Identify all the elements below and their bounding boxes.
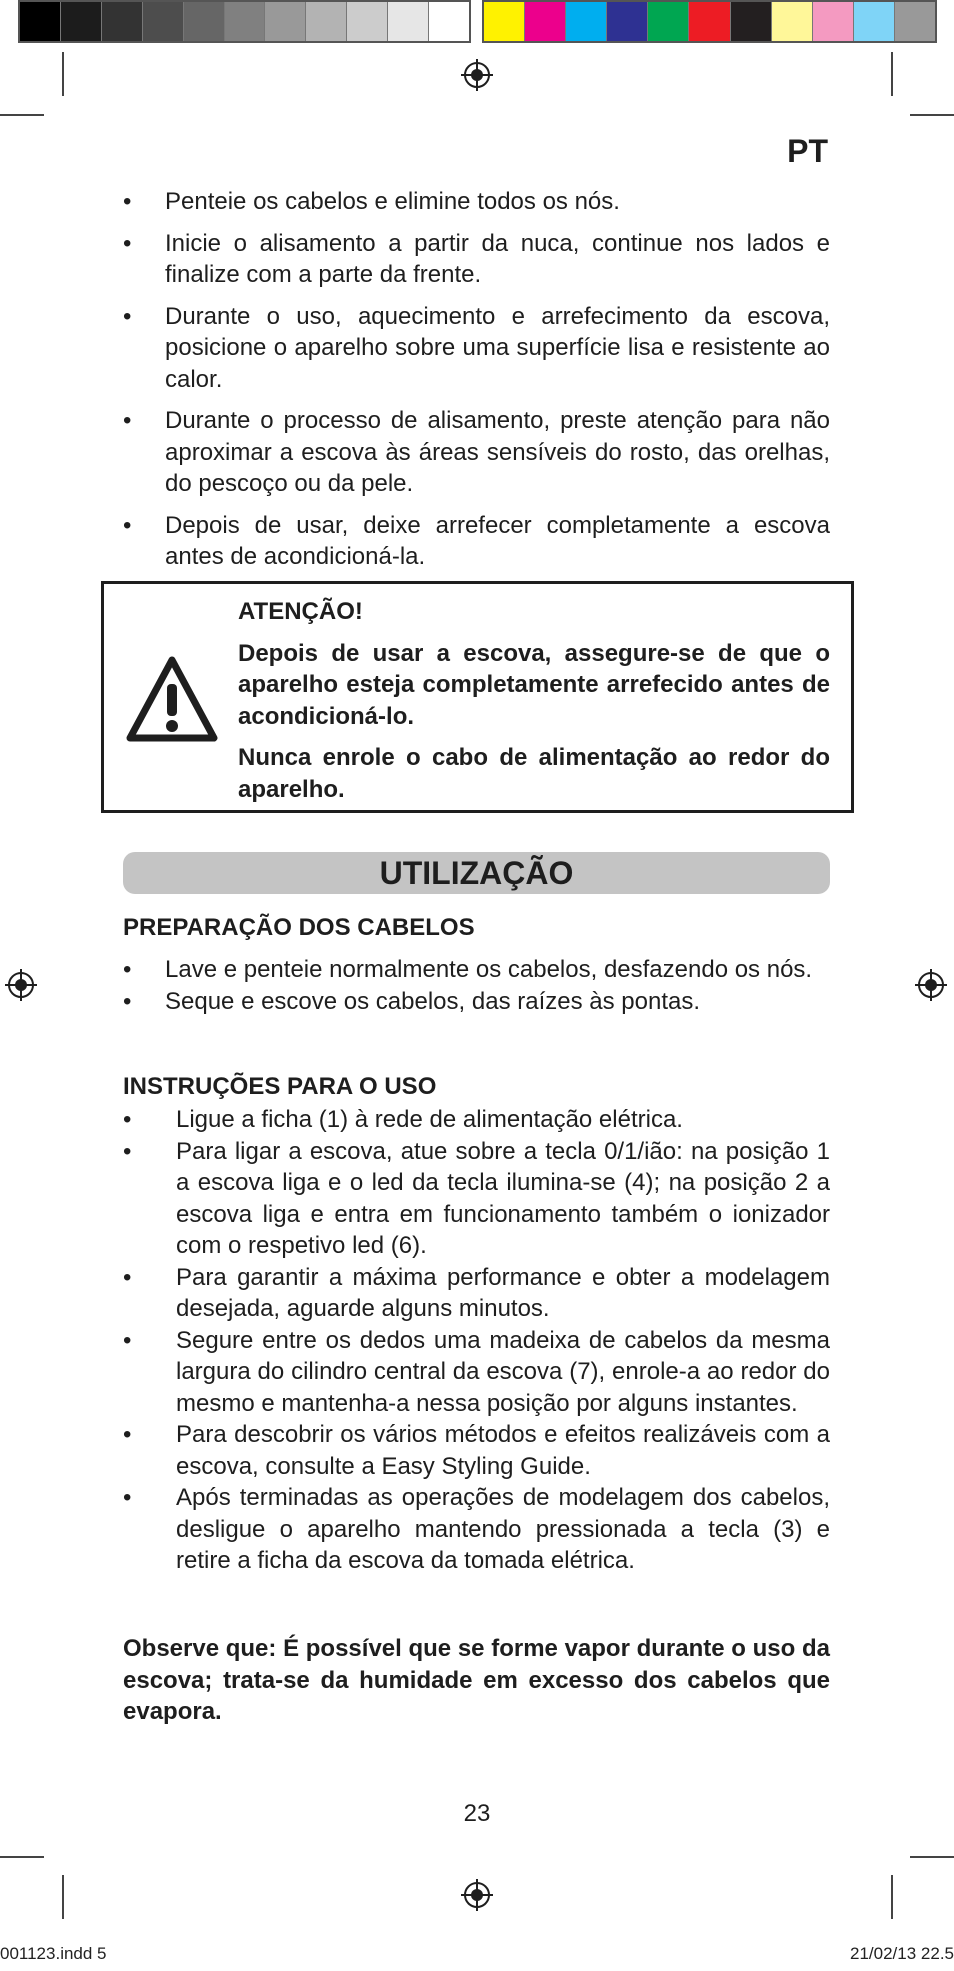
section-title: UTILIZAÇÃO	[123, 852, 830, 894]
color-swatch	[225, 2, 266, 41]
list-item: • Inicie o alisamento a partir da nuca, continue nos lados e finalize com a parte da frente.	[123, 228, 830, 291]
crop-mark	[910, 1856, 954, 1858]
color-swatch	[566, 2, 607, 41]
color-swatch	[607, 2, 648, 41]
list-item: • Ligue a ficha (1) à rede de alimentação elétrica.	[123, 1104, 830, 1136]
language-label: PT	[787, 133, 828, 169]
list-item: • Segure entre os dedos uma madeixa de cabelos da mesma largura do cilindro central da escova (7), enrole-a ao redor do mesmo e mantenha-a nessa posição por alguns instantes.	[123, 1325, 830, 1420]
prep-heading: PREPARAÇÃO DOS CABELOS	[123, 914, 475, 941]
list-item: • Durante o processo de alisamento, preste atenção para não aproximar a escova às áreas sensíveis do rosto, das orelhas, do pescoço ou da pele.	[123, 405, 830, 500]
color-swatch	[772, 2, 813, 41]
registration-mark-icon	[460, 58, 494, 92]
color-swatch	[648, 2, 689, 41]
color-swatch	[61, 2, 102, 41]
crop-mark	[0, 114, 44, 116]
prep-section	[123, 954, 830, 1017]
warning-text	[238, 596, 830, 815]
list-item: • Para ligar a escova, atue sobre a tecla 0/1/ião: na posição 1 a escova liga e o led da tecla ilumina-se (4); na posição 2 a escova liga e entra em funcionamento também o ionizador com o respetivo led (6).	[123, 1136, 830, 1262]
color-bar-grayscale	[18, 0, 471, 43]
color-swatch	[265, 2, 306, 41]
warning-triangle-icon	[124, 654, 220, 744]
crop-mark	[891, 52, 893, 96]
registration-mark-icon	[914, 968, 948, 1002]
registration-mark-icon	[4, 968, 38, 1002]
color-swatch	[854, 2, 895, 41]
list-item: • Após terminadas as operações de modelagem dos cabelos, desligue o aparelho mantendo pressionada a tecla (3) e retire a ficha da escova da tomada elétrica.	[123, 1482, 830, 1577]
footer-date: 21/02/13 22.5	[850, 1944, 954, 1963]
bullet-list-prep	[123, 954, 830, 1017]
crop-mark	[891, 1875, 893, 1919]
color-swatch	[20, 2, 61, 41]
instructions-section	[123, 1104, 830, 1577]
warning-box	[101, 581, 854, 813]
list-item: • Durante o uso, aquecimento e arrefecimento da escova, posicione o aparelho sobre uma superfície lisa e resistente ao calor.	[123, 301, 830, 396]
color-swatch	[143, 2, 184, 41]
color-swatch	[484, 2, 525, 41]
color-bar-process	[482, 0, 937, 43]
list-item: • Lave e penteie normalmente os cabelos, desfazendo os nós.	[123, 954, 830, 986]
color-swatch	[347, 2, 388, 41]
top-bullet-section	[123, 186, 830, 583]
color-swatch	[429, 2, 469, 41]
list-item: • Para descobrir os vários métodos e efeitos realizáveis com a escova, consulte a Easy Styling Guide.	[123, 1419, 830, 1482]
crop-mark	[62, 1875, 64, 1919]
bullet-list-top	[123, 186, 830, 573]
color-swatch	[689, 2, 730, 41]
crop-mark	[910, 114, 954, 116]
warning-title: ATENÇÃO!	[238, 598, 363, 625]
color-swatch	[731, 2, 772, 41]
page-number: 23	[463, 1800, 491, 1827]
color-swatch	[102, 2, 143, 41]
list-item: • Para garantir a máxima performance e obter a modelagem desejada, aguarde alguns minutos.	[123, 1262, 830, 1325]
instructions-heading: INSTRUÇÕES PARA O USO	[123, 1073, 437, 1100]
crop-mark	[0, 1856, 44, 1858]
list-item: • Seque e escove os cabelos, das raízes às pontas.	[123, 986, 830, 1018]
registration-mark-icon	[460, 1878, 494, 1912]
list-item: • Depois de usar, deixe arrefecer completamente a escova antes de acondicioná-la.	[123, 510, 830, 573]
usage-note: Observe que: É possível que se forme vapor durante o uso da escova; trata-se da humidade em excesso dos cabelos que evapora.	[123, 1635, 830, 1725]
color-swatch	[525, 2, 566, 41]
crop-mark	[62, 52, 64, 96]
color-swatch	[895, 2, 935, 41]
color-swatch	[306, 2, 347, 41]
warning-line: Nunca enrole o cabo de alimentação ao redor do aparelho.	[238, 744, 830, 803]
color-swatch	[813, 2, 854, 41]
bullet-list-instructions	[123, 1104, 830, 1577]
footer-filename: 001123.indd 5	[0, 1944, 107, 1963]
color-swatch	[184, 2, 225, 41]
warning-line: Depois de usar a escova, assegure-se de que o aparelho esteja completamente arrefecido antes de acondicioná-lo.	[238, 639, 830, 730]
list-item: • Penteie os cabelos e elimine todos os nós.	[123, 186, 830, 218]
color-swatch	[388, 2, 429, 41]
